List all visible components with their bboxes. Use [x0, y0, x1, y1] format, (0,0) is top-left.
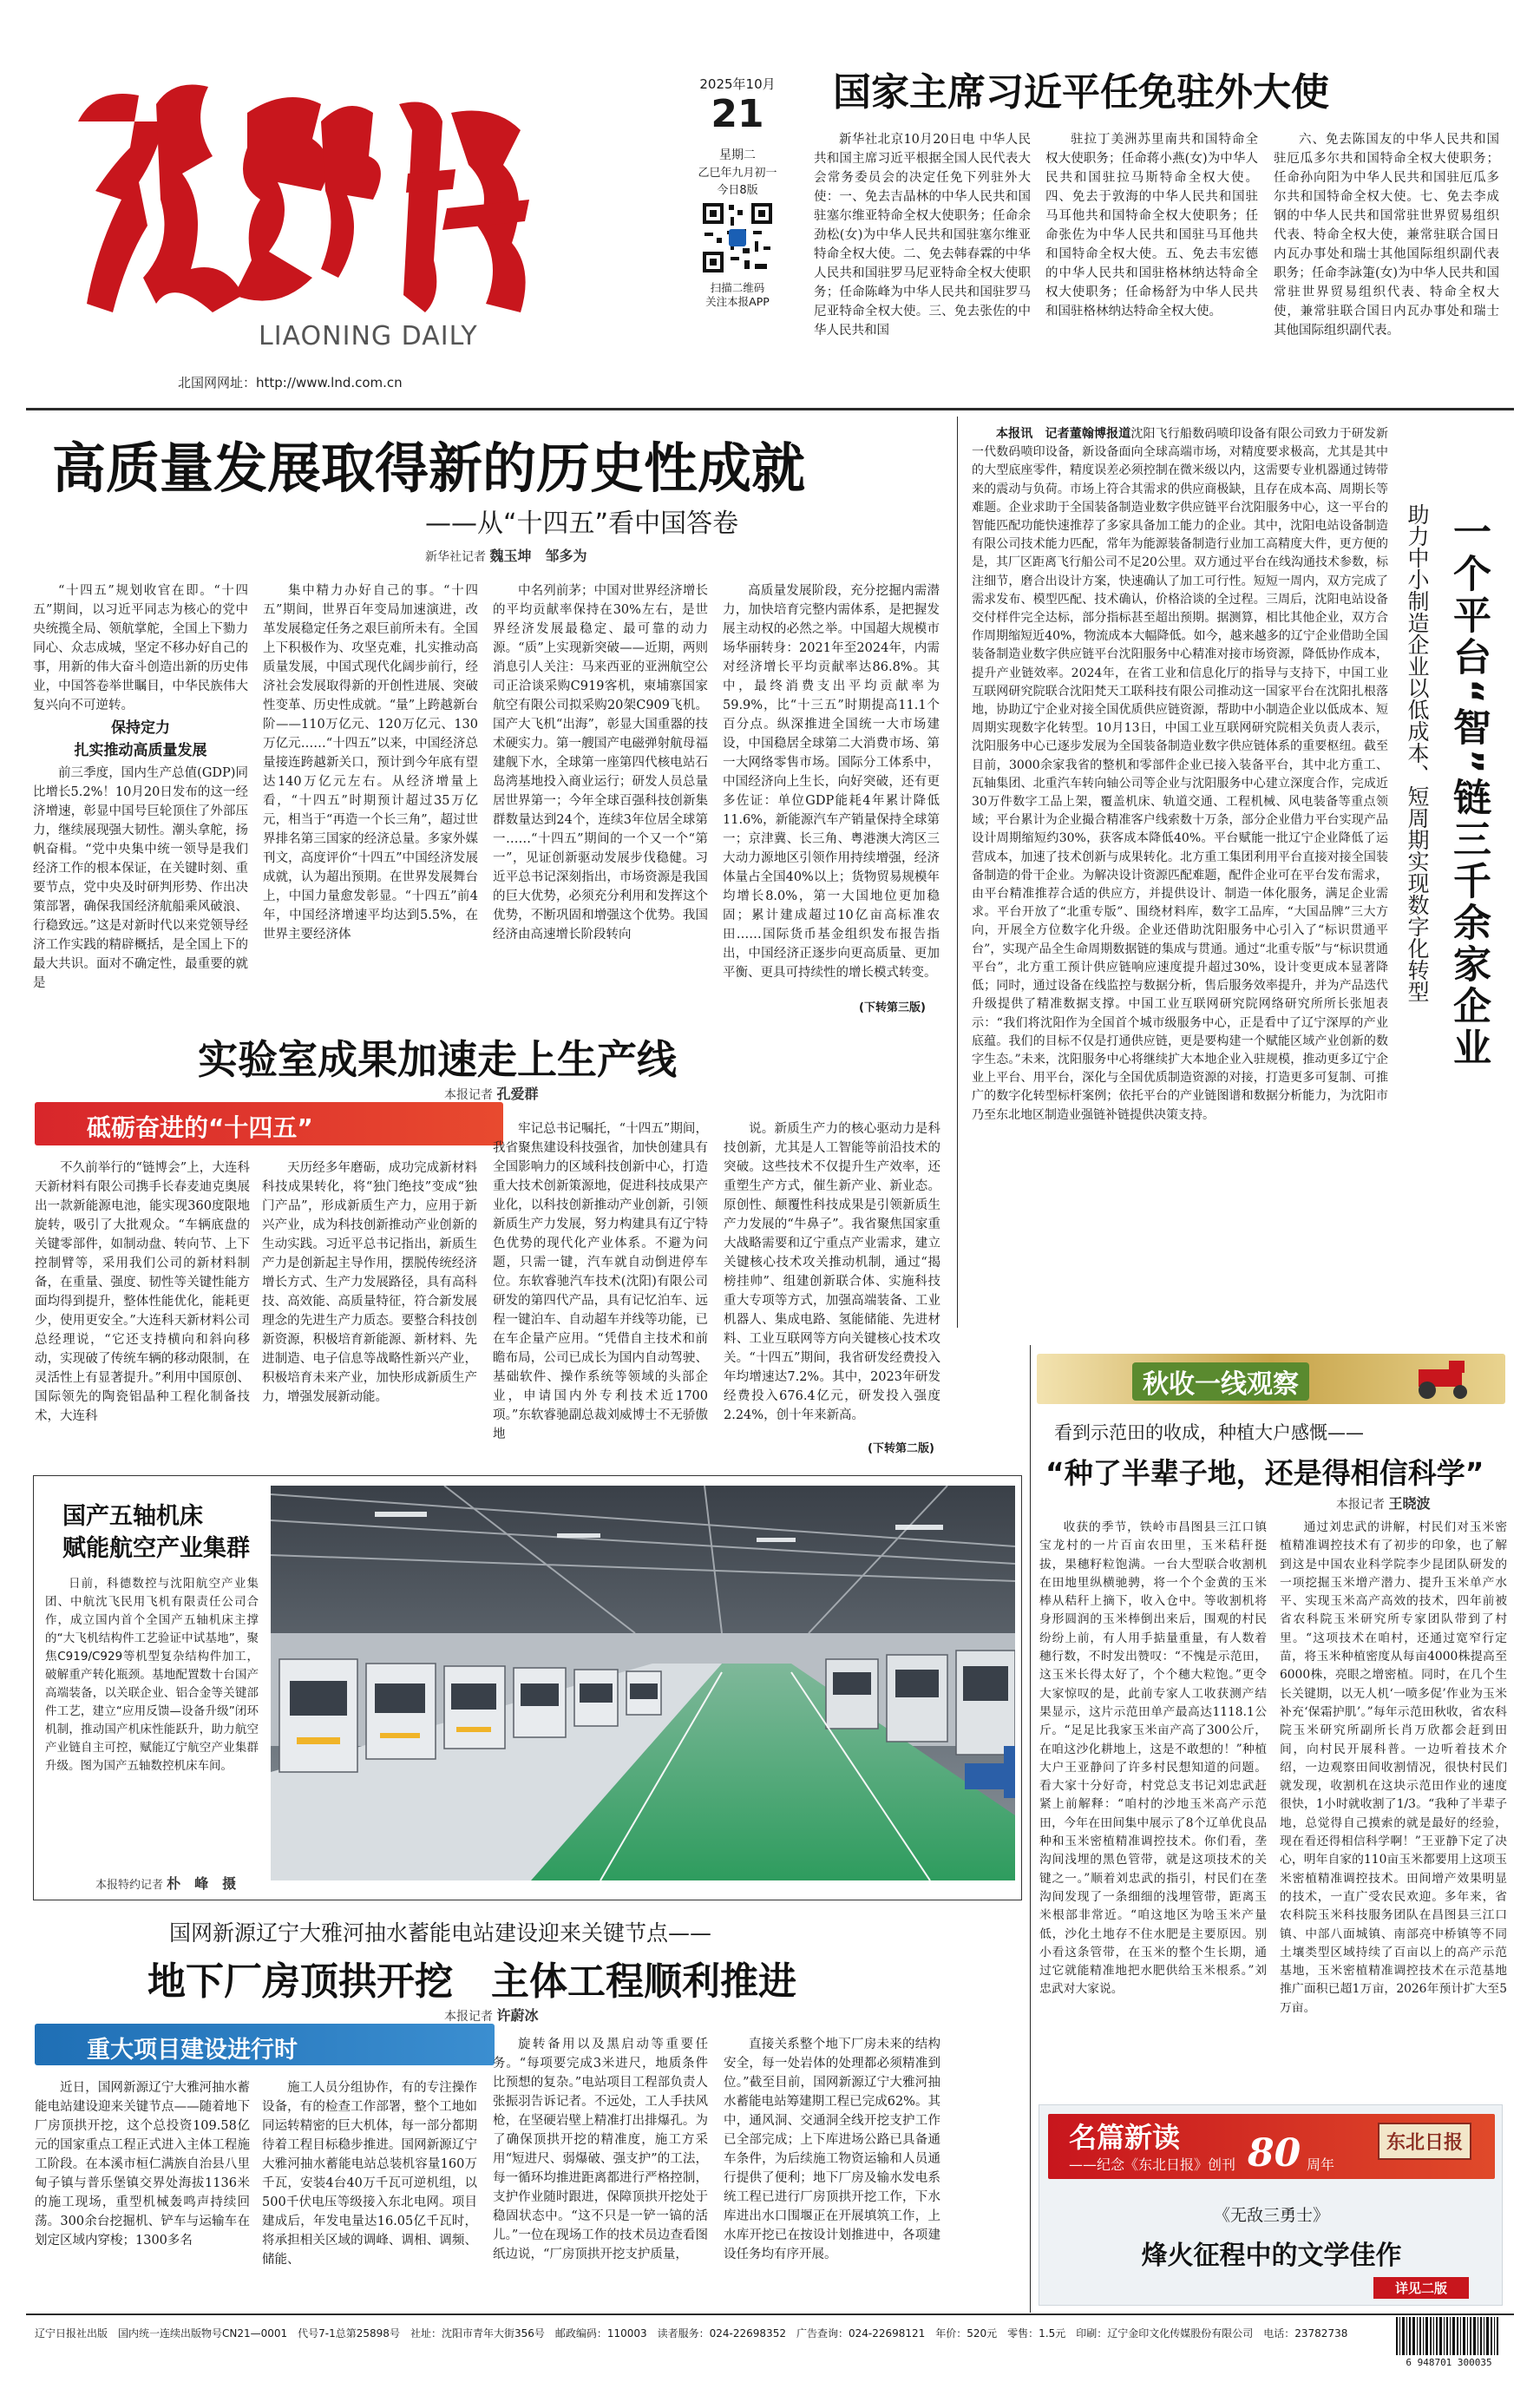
literary-anniversary-number: 80	[1248, 2131, 1301, 2176]
hydro-col-4	[724, 2035, 940, 2300]
qr-caption-2: 关注本报APP	[705, 295, 770, 308]
issue-lunar-date: 乙巳年九月初一	[698, 167, 777, 180]
lead-col-1	[33, 581, 248, 1015]
lab-col-1	[35, 1158, 250, 1454]
hydro-col-1	[35, 2078, 250, 2300]
harvest-col-2-text: 通过刘忠武的讲解，村民们对玉米密植精准调控技术有了初步的印象，也了解到这是中国农业科学院李少昆团队研发的一项挖掘玉米增产潜力、提升玉米单产水平、实现玉米高产高效的技术，四年前被省农科院玉米研究所专家团队带到了村里。“这项技术在咱村，还通过宽窄行定苗，将玉米种植密度从每亩4000株提高至6000株，亮眼之增密植。同时，在几个生长关键期，以无人机‘一喷多促’作业为玉米补充‘保霜护肌’。”每年示范田秋收，省农科院玉米研究所副所长肖万欣都会赶到田间，向村民开展科普。一边听着技术介绍，一边观察田间收割情况，很快村民们就发现，收割机在这块示范田作业的速度很快，1小时就收割了1/3。“我种了半辈子地，总觉得自己摸索的就是最好的经验，现在看还得相信科学啊！”王亚静下定了决心，明年自家的110亩玉米都要用上这项玉米密植精准调控技术。田间增产效果明显的技术，一直广受农民欢迎。多年来，省农科院玉米科技服务团队在昌图县三江口镇、中部八面城镇、南部亮中桥镇等不同土壤类型区域持续了百亩以上的高产示范基地，玉米密植精准调控技术在示范基地推广面积已超1万亩，2026年预计扩大至5万亩。	[1280, 1520, 1507, 2015]
top-story-headline[interactable]: 国家主席习近平任免驻外大使	[833, 70, 1329, 115]
lab-col-1-text: 不久前举行的“链博会”上，大连科天新材料有限公司携手长春麦迪克奥展出一款新能源电池，能实现360度限地旋转，吸引了大批观众。“车辆底盘的关键零部件，如制动盘、转向节、上下控制臂等，采用我们公司的新材料制备，在重量、强度、韧性等关键性能方面均得到提升，整体性能优化，能耗更少，使用更安全。”大连科天新材料公司总经理说，“它还支持横向和斜向移动，实现破了传统车辆的移动限制，在灵活性上有显著提升。”利用中国原创、国际领先的陶瓷铝晶种工程化制备技术，大连科	[35, 1161, 250, 1423]
literary-book-title: 《无敌三勇士》	[1213, 2206, 1329, 2225]
lead-continue-note[interactable]: (下转第三版)	[859, 1001, 926, 1014]
issue-day: 21	[711, 92, 764, 136]
hydro-col-4-text: 直接关系整个地下厂房未来的结构安全，每一处岩体的处理都必须精准到位。”截至目前，国网新源辽宁大雅河抽水蓄能电站筹建期工程已完成62%。其中，通风洞、交通洞全线开挖支护工作已全部完成；上下库进场公路已具备通车条件，为后续施工物资运输和人员通行提供了便利；地下厂房及输水发电系统工程已进行厂房顶拱开挖工作，下水库进出水口围堰正在开展填筑工作，上水库开挖已在按设计划推进中，各项建设任务均有序开展。	[724, 2038, 940, 2261]
right-story-text: 沈阳飞行船数码喷印设备有限公司致力于研发新一代数码喷印设备，新设备面向全球高端市场，对精度要求极高，尤其是其中的大型底座零件，精度误差必须控制在微米级以内，这需要专业机器通过铸带来的震动与负荷。市场上符合其需求的供应商极缺，且存在成本高、周期长等难题。企业求助于全国装备制造业数字供应链平台沈阳服务中心，这一平台的智能匹配功能快速推荐了多家具备加工能力的企业。其中，沈阳电站设备制造有限公司技术能力匹配，常年为能源装备制造行业加工高精度大件，更方便的是，其厂区距离飞行船公司不足20公里。双方通过平台在线沟通技术参数，标注细节，磨合出设计方案，快速确认了加工可行性。短短一周内，双方完成了需求发布、模型匹配、技术确认，价格洽谈的全过程。三周后，沈阳电站设备交付样件完全达标，部分指标甚至超出预期。据测算，相比其他企业，双方合作周期缩短近40%，物流成本大幅降低。如今，越来越多的辽宁企业借助全国装备制造业数字供应链平台沈阳服务中心精准对接市场资源，降低协作成本，提升产业链效率。2024年，在省工业和信息化厅的指导与支持下，中国工业互联网研究院联合沈阳梵天工联科技有限公司推动这一国家平台在沈阳扎根落地，协助辽宁企业对接全国优质供应链资源，帮助中小制造企业以低成本、短周期实现数字化转型。10月13日，中国工业互联网研究院相关负责人表示，沈阳服务中心已逐步发展为全国装备制造业数字供应链体系的重要枢纽。截至目前，3000余家我省的整机和零部件企业已接入装备平台，其中北方重工、瓦轴集团、北重汽车转向轴公司等企业与沈阳服务中心建立深度合作，完成近30万件数字工品上架，覆盖机床、轨道交通、工程机械、风电装备等重点领域；平台累计为企业撮合精准客户线索数十万条，部分企业借力平台实现产品设计周期缩短约30%，获客成本降低40%。平台赋能一批辽宁企业降低了运营成本，加速了技术创新与成果转化。北方重工集团利用平台直接对接全国装备制造的骨干企业。为解决设计资源匹配难题，配件企业可在平台发布需求，由平台精准推荐合适的供应方，并提供设计、制造一体化服务，满足企业需求。平台开放了“北重专版”、围绕材料库，数字工品库，“大国品牌”三大方向，开展全方位数字化升级。企业还借助沈阳服务中心引入了“标识贯通平台”，实现产品全生命周期数据链的集成与贯通。通过“北重专版”与“标识贯通平台”，北方重工预计供应链响应速度提升超过30%，设计变更成本显著降低；同时，通过设备在线监控与数据分析，售后服务效率提升，并为产品迭代升级提供了精准数据支撑。中国工业互联网研究院网络研究所所长张旭表示：“我们将沈阳作为全国首个城市级服务中心，正是看中了辽宁深厚的产业底蕴。我们的目标不仅是打通供应链，更是要构建一个赋能区域产业创新的数字生态。”未来，沈阳服务中心将继续扩大本地企业入驻规模，推动更多辽宁企业上平台、用平台，深化与全国优质制造资源的对接，打造更多可复制、可推广的数字化转型标杆案例；依托平台的产业链图谱和数据分析能力，为沈阳市乃至东北地区制造业强链补链提供决策支持。	[972, 427, 1388, 1122]
masthead-calligraphy-logo	[61, 52, 547, 347]
lead-col-3	[493, 581, 708, 1015]
lead-subhead-1: 保持定力	[111, 719, 170, 737]
lab-col-3-text: 牢记总书记嘱托，“十四五”期间，我省聚焦建设科技强省，加快创建具有全国影响力的区域科技创新中心，打造重大技术创新策源地，促进科技成果产业化，以科技创新推动产业创新，引领新质生产力发展，努力构建具有辽宁特色优势的现代化产业体系。不避为问题，只需一键，汽车就自动倒进停车位。东软睿驰汽车技术(沈阳)有限公司研发的第四代产品，具有记忆泊车、远程一键泊车、自动超车并线等功能，已在车企量产应用。“凭借自主技术和前瞻布局，公司已成长为国内自动驾驶、基础软件、操作系统等领域的头部企业，申请国内外专利技术近1700项。”东软睿驰副总裁刘威博士不无骄傲地	[493, 1122, 708, 1441]
lead-col-2-text: 集中精力办好自己的事。“十四五”期间，世界百年变局加速演进，改革发展稳定任务之艰巨前所未有。全国上下积极作为、攻坚克难，扎实推动高质量发展，中国式现代化阔步前行，经济社会发展取得新的开创性进展、突破性变革、历史性成就。“量”上跨越新台阶——110万亿元、120万亿元、130万亿元……“十四五”以来，中国经济总量接连跨越新关口，预计到今年底有望达140万亿元左右。从经济增量上看，“十四五”时期预计超过35万亿元，相当于“再造一个长三角”，超过世界排名第三国家的经济总量。多家外媒刊文，高度评价“十四五”中国经济发展成就，认为超出预期。在世界发展舞台上，中国力量愈发彰显。“十四五”前4年，中国经济增速平均达到5.5%，在世界主要经济体	[263, 584, 478, 942]
lab-banner-text: 砥砺奋进的“十四五”	[87, 1113, 313, 1142]
lab-col-3	[493, 1119, 708, 1454]
literary-banner-title: 名篇新读	[1069, 2121, 1181, 2154]
literary-box[interactable]	[1039, 2104, 1503, 2306]
qr-code[interactable]	[699, 200, 776, 276]
literary-banner-subtitle: ——纪念《东北日报》创刊	[1069, 2156, 1236, 2173]
lead-col-2	[263, 581, 478, 1015]
footer-divider	[26, 2314, 1514, 2315]
hydro-section-banner	[35, 2024, 495, 2065]
lead-col-4	[723, 581, 940, 996]
factory-photo[interactable]	[271, 1486, 1015, 1880]
lead-subhead: ——从“十四五”看中国答卷	[425, 509, 739, 539]
literary-seal: 东北日报	[1378, 2123, 1471, 2160]
harvest-byline	[1336, 1493, 1430, 1513]
qr-caption-1: 扫描二维码	[710, 281, 765, 294]
hydro-byline-name: 许蔚冰	[496, 2007, 539, 2024]
harvest-banner-text: 秋收一线观察	[1132, 1362, 1309, 1401]
literary-banner	[1048, 2114, 1495, 2179]
harvest-kicker: 看到示范田的收成，种植大户感慨——	[1054, 1422, 1364, 1443]
photo-byline-name: 朴 峰 摄	[167, 1875, 237, 1892]
harvest-left-divider	[1030, 1345, 1031, 2313]
harvest-byline-name: 王晓波	[1388, 1495, 1431, 1512]
lead-col-1b-text: 前三季度，国内生产总值(GDP)同比增长5.2%！10月20日发布的这一经济增速，彰显中国号巨轮顶住了外部压力，继续展现强大韧性。潮头拿舵，扬帆奋楫。“党中央集中统一领导是我们经济工作的根本保证，在关键时刻、重要节点，党中央及时研判形势、作出决策部署，确保我国经济航船乘风破浪、行稳致远。”这是对新时代以来党领导经济工作实践的精辟概括，是全国上下的最大共识。面对不确定性，最重要的就是	[33, 766, 248, 990]
harvest-banner	[1037, 1354, 1505, 1404]
lead-col-3-text: 中名列前茅；中国对世界经济增长的平均贡献率保持在30%左右，是世界经济发展最稳定、最可靠的动力源。“质”上实现新突破——近期，两则消息引人关注：马来西亚的亚洲航空公司正洽谈采购C919客机，柬埔寨国家航空有限公司拟采购20架C909飞机。国产大飞机“出海”，彰显大国重器的技术硬实力。第一艘国产电磁弹射航母福建舰下水，全球第一座第四代核电站石岛湾基地投入商业运行；研发人员总量居世界第一；今年全球百强科技创新集群数量达到24个，连续3年位居全球第一……“十四五”期间的一个又一个“第一”，见证创新驱动发展步伐稳健。习近平总书记深刻指出，市场资源是我国的巨大优势，必须充分利用和发挥这个优势，不断巩固和增强这个优势。我国经济由高速增长阶段转向	[493, 584, 708, 942]
right-story-byline: 本报讯 记者董翰博报道	[996, 427, 1131, 441]
photo-caption-text: 日前，科德数控与沈阳航空产业集团、中航沈飞民用飞机有限责任公司合作，成立国内首个全国产五轴机床主撑的“大飞机结构件工艺验证中试基地”，聚焦C919/C929等机型复杂结构件加工，破解重产转化瓶颈。基地配置数十台国产高端装备，以关联企业、铝合金等关键部件工艺，建立“应用反馈—设备升级”闭环机制，推动国产机床性能跃升，助力航空产业链自主可控，赋能辽宁航空产业集群升级。图为国产五轴数控机床车间。	[45, 1577, 259, 1773]
lead-headline[interactable]: 高质量发展取得新的历史性成就	[52, 436, 806, 500]
hydro-headline[interactable]: 地下厂房顶拱开挖 主体工程顺利推进	[147, 1959, 796, 2004]
masthead-english-title: LIAONING DAILY	[259, 321, 478, 351]
hydro-kicker: 国网新源辽宁大雅河抽水蓄能电站建设迎来关键节点——	[169, 1920, 712, 1946]
top-story-col-1-text: 新华社北京10月20日电 中华人民共和国主席习近平根据全国人民代表大会常务委员会的决定任免下列驻外大使：一、免去吉晶林的中华人民共和国驻塞尔维亚特命全权大使职务；任命余劲松(女)为中华人民共和国驻塞尔维亚特命全权大使。二、免去韩春霖的中华人民共和国驻罗马尼亚特命全权大使职务；任命陈峰为中华人民共和国驻罗马尼亚特命全权大使。三、免去张佐的中华人民共和国	[814, 133, 1031, 338]
hydro-col-3-text: 旋转备用以及黑启动等重要任务。“每项要完成3米进尺，地质条件比预想的复杂。”电站项目工程部负责人张振羽告诉记者。不远处，工人手扶风枪，在坚硬岩壁上精准打出排爆孔。为了确保顶拱开挖的精准度，施工方采用“短进尺、弱爆破、强支护”的工法，每一循环均推进距离都进行严格控制，支护作业随时跟进，保障顶拱开挖处于稳固状态中。“这不只是一铲一镐的活儿。”一位在现场工作的技术员边查看图纸边说，“厂房顶拱开挖支护质量，	[493, 2038, 708, 2261]
photo-title-1: 国产五轴机床	[62, 1503, 203, 1530]
literary-anniversary-label: 周年	[1307, 2156, 1335, 2173]
lead-col-1-text: “十四五”规划收官在即。“十四五”期间，以习近平同志为核心的党中央统揽全局、领航掌舵，全国上下勠力同心、众志成城，坚定不移办好自己的事，用新的伟大奋斗创造出新的历史伟业，中国答卷举世瞩目，中华民族伟大复兴向不可逆转。	[33, 584, 248, 712]
lead-col-4-text: 高质量发展阶段，充分挖掘内需潜力，加快培育完整内需体系，是把握发展主动权的必然之举。中国超大规模市场华丽转身：2021年至2024年，内需对经济增长平均贡献率达86.8%。其中，最终消费支出平均贡献率为59.9%，比“十三五”时期提高11.1个百分点。纵深推进全国统一大市场建设，中国稳居全球第二大消费市场、第一大网络零售市场。国际分工体系中，中国经济向上生长，向好突破，还有更多佐证：单位GDP能耗4年累计降低11.6%，新能源汽车产销量保持全球第一；京津冀、长三角、粤港澳大湾区三大动力源地区引领作用持续增强，经济体量占全国40%以上；货物贸易规模年均增长8.0%，第一大国地位更加稳固；累计建成超过10亿亩高标准农田……国际货币基金组织发布报告指出，中国经济正逐步向更高质量、更加平衡、更具可持续性的增长模式转变。	[723, 584, 940, 980]
photo-byline	[95, 1873, 236, 1893]
harvest-col-1	[1039, 1519, 1267, 2091]
top-story-col-3	[1274, 130, 1499, 399]
top-story-col-3-text: 六、免去陈国友的中华人民共和国驻厄瓜多尔共和国特命全权大使职务；任命孙向阳为中华人民共和国驻厄瓜多尔共和国特命全权大使。七、免去李成钢的中华人民共和国常驻世界贸易组织代表、特命全权大使，兼常驻联合国日内瓦办事处和瑞士其他国际组织副代表职务；任命李詠箑(女)为中华人民共和国常驻世界贸易组织代表、特命全权大使，兼常驻联合国日内瓦办事处和瑞士其他国际组织副代表。	[1274, 133, 1499, 338]
masthead-website: 北国网网址：http://www.lnd.com.cn	[178, 375, 403, 391]
hydro-col-2	[262, 2078, 477, 2300]
hydro-banner-text: 重大项目建设进行时	[87, 2037, 298, 2064]
top-story-col-1	[814, 130, 1031, 399]
lead-byline-names: 魏玉坤 邹多为	[489, 548, 587, 564]
photo-byline-label: 本报特约记者	[95, 1879, 164, 1892]
lead-right-divider	[957, 417, 958, 1328]
lead-subhead-2: 扎实推动高质量发展	[74, 742, 207, 759]
harvest-headline[interactable]: “种了半辈子地，还是得相信科学”	[1045, 1456, 1484, 1490]
lab-col-2-text: 天历经多年磨砺，成功完成新材料科技成果转化，将“独门绝技”变成“独门产品”，形成新质生产力，应用于新兴产业，成为科技创新推动产业创新的生动实践。习近平总书记指出，新质生产力是创新起主导作用，摆脱传统经济增长方式、生产力发展路径，具有高科技、高效能、高质量特征，符合新发展理念的先进生产力质态。要整合科技创新资源，积极培育新能源、新材料、先进制造、电子信息等战略性新兴产业，积极培育未来产业，加快形成新质生产力，增强发展新动能。	[262, 1161, 477, 1404]
harvest-byline-label: 本报记者	[1336, 1498, 1385, 1512]
lab-col-4-text: 说。新质生产力的核心驱动力是科技创新，尤其是人工智能等前沿技术的突破。这些技术不仅提升生产效率，还重塑生产方式，催生新产业、新业态。原创性、颠覆性科技成果是引领新质生产力发展的“牛鼻子”。我省聚焦国家重大战略需要和辽宁重点产业需求，建立关键核心技术攻关推动机制，通过“揭榜挂帅”、组建创新联合体、实施科技重大专项等方式，加强高端装备、工业机器人、集成电路、氢能储能、先进材料、工业互联网等方向关键核心技术攻关。“十四五”期间，我省研发经费投入年均增速达7.2%。其中，2023年研发经费投入676.4亿元，研发投入强度2.24%，创十年来新高。	[724, 1122, 940, 1422]
hydro-byline	[444, 2005, 538, 2025]
right-story-body	[972, 425, 1388, 1323]
issue-year-month: 2025年10月	[699, 76, 776, 92]
literary-see-page[interactable]: 详见二版	[1373, 2277, 1469, 2299]
top-story-col-2-text: 驻拉丁美洲苏里南共和国特命全权大使职务；任命蒋小燕(女)为中华人民共和国驻拉马斯特命全权大使。四、免去于敦海的中华人民共和国驻马耳他共和国特命全权大使职务；任命张佐为中华人民共和国驻马耳他共和国特命全权大使。五、免去韦宏德的中华人民共和国驻格林纳达特命全权大使职务；任命杨舒为中华人民共和国驻格林纳达特命全权大使。	[1045, 133, 1258, 318]
lab-byline-name: 孔爱群	[496, 1086, 539, 1102]
issue-weekday: 星期二	[719, 148, 756, 162]
right-story-headline[interactable]: 一个平台“智”链三千余家企业	[1446, 512, 1491, 1069]
photo-title-2: 赋能航空产业集群	[62, 1535, 250, 1562]
hydro-col-3	[493, 2035, 708, 2300]
right-story-subhead: 助力中小制造企业以低成本、短周期实现数字化转型	[1405, 503, 1430, 1002]
harvest-col-2	[1280, 1519, 1507, 2091]
harvest-col-1-text: 收获的季节，铁岭市昌图县三江口镇宝龙村的一片百亩农田里，玉米秸秆挺拔，果穗籽粒饱满。一台大型联合收割机在田地里纵横驰骋，将一个个金黄的玉米棒从秸秆上摘下，收入仓中。等收割机将身形圆润的玉米棒倒出来后，围观的村民纷纷上前，有人用手掂量重量，有人数着穗行数，不时发出赞叹：“不愧是示范田，这玉米长得太好了，个个穗大粒饱。”更令大家惊叹的是，此前专家人工收获测产结果显示，这片示范田单产最高达1118.1公斤。“足足比我家玉米亩产高了300公斤，在咱这沙化耕地上，这是不敢想的！”种植大户王亚静问了许多村民想知道的问题。看大家十分好奇，村党总支书记刘忠武赶紧上前解释：“咱村的沙地玉米高产示范田，今年在田间集中展示了8个辽单优良品种和玉米密植精准调控技术。你们看，垄沟间浅埋的黑色管带，就是这项技术的关键之一。”顺着刘忠武的指引，村民们在垄沟间发现了一条细细的浅埋管带，距离玉米根部非常近。“咱这地区为啥玉米产量低，沙化土地存不住水肥是主要原因。别小看这条管带，在玉米的整个生长期，通过它就能精准地把水肥供给玉米根系。”刘忠武对大家说。	[1039, 1520, 1267, 1997]
footer-info: 辽宁日报社出版 国内统一连续出版物号CN21—0001 代号7-1总第25898号 社址：沈阳市青年大街356号 邮政编码：110003 读者服务：024-22698352 广告查询：024-22698121 年价：520元 零售：1.5元 印刷：辽宁金印文化传媒股份有限公司 电话：23782738	[35, 2327, 1348, 2340]
photo-caption	[45, 1575, 259, 1861]
masthead	[26, 35, 777, 425]
lab-col-4	[724, 1119, 940, 1441]
issue-page-count: 今日8版	[717, 184, 758, 197]
lab-section-banner	[35, 1102, 503, 1145]
lab-col-2	[262, 1158, 477, 1454]
tractor-icon	[1401, 1357, 1497, 1401]
lab-byline-label: 本报记者	[444, 1088, 493, 1102]
lab-continue-note[interactable]: (下转第二版)	[868, 1442, 934, 1455]
hydro-col-2-text: 施工人员分组协作，有的专注操作设备，有的检查工作部署，整个工地如同运转精密的巨大机体，每一部分都期待着工程目标稳步推进。国网新源辽宁大雅河抽水蓄能电站总装机容量160万千瓦，安装4台40万千瓦可逆机组，以500千伏电压等级接入东北电网。项目建成后，年发电量达16.05亿千瓦时，将承担相关区域的调峰、调相、调频、储能、	[262, 2081, 477, 2267]
masthead-divider	[26, 408, 1514, 410]
lab-byline	[444, 1083, 538, 1103]
lead-byline-label: 新华社记者	[425, 550, 486, 564]
barcode-number: 6 948701 300035	[1406, 2357, 1492, 2368]
hydro-byline-label: 本报记者	[444, 2010, 493, 2024]
hydro-col-1-text: 近日，国网新源辽宁大雅河抽水蓄能电站建设迎来关键节点——随着地下厂房顶拱开挖，这个总投资109.58亿元的国家重点工程正式进入主体工程施工阶段。在本溪市桓仁满族自治县八里甸子镇与普乐堡镇交界处海拔1136米的施工现场，重型机械轰鸣声持续回荡。300余台挖掘机、铲车与运输车在划定区域内穿梭；1300多名	[35, 2081, 250, 2248]
literary-headline: 烽火征程中的文学佳作	[1141, 2241, 1402, 2271]
lead-byline	[425, 545, 587, 565]
top-story-col-2	[1045, 130, 1258, 399]
lab-headline[interactable]: 实验室成果加速走上生产线	[198, 1036, 677, 1083]
